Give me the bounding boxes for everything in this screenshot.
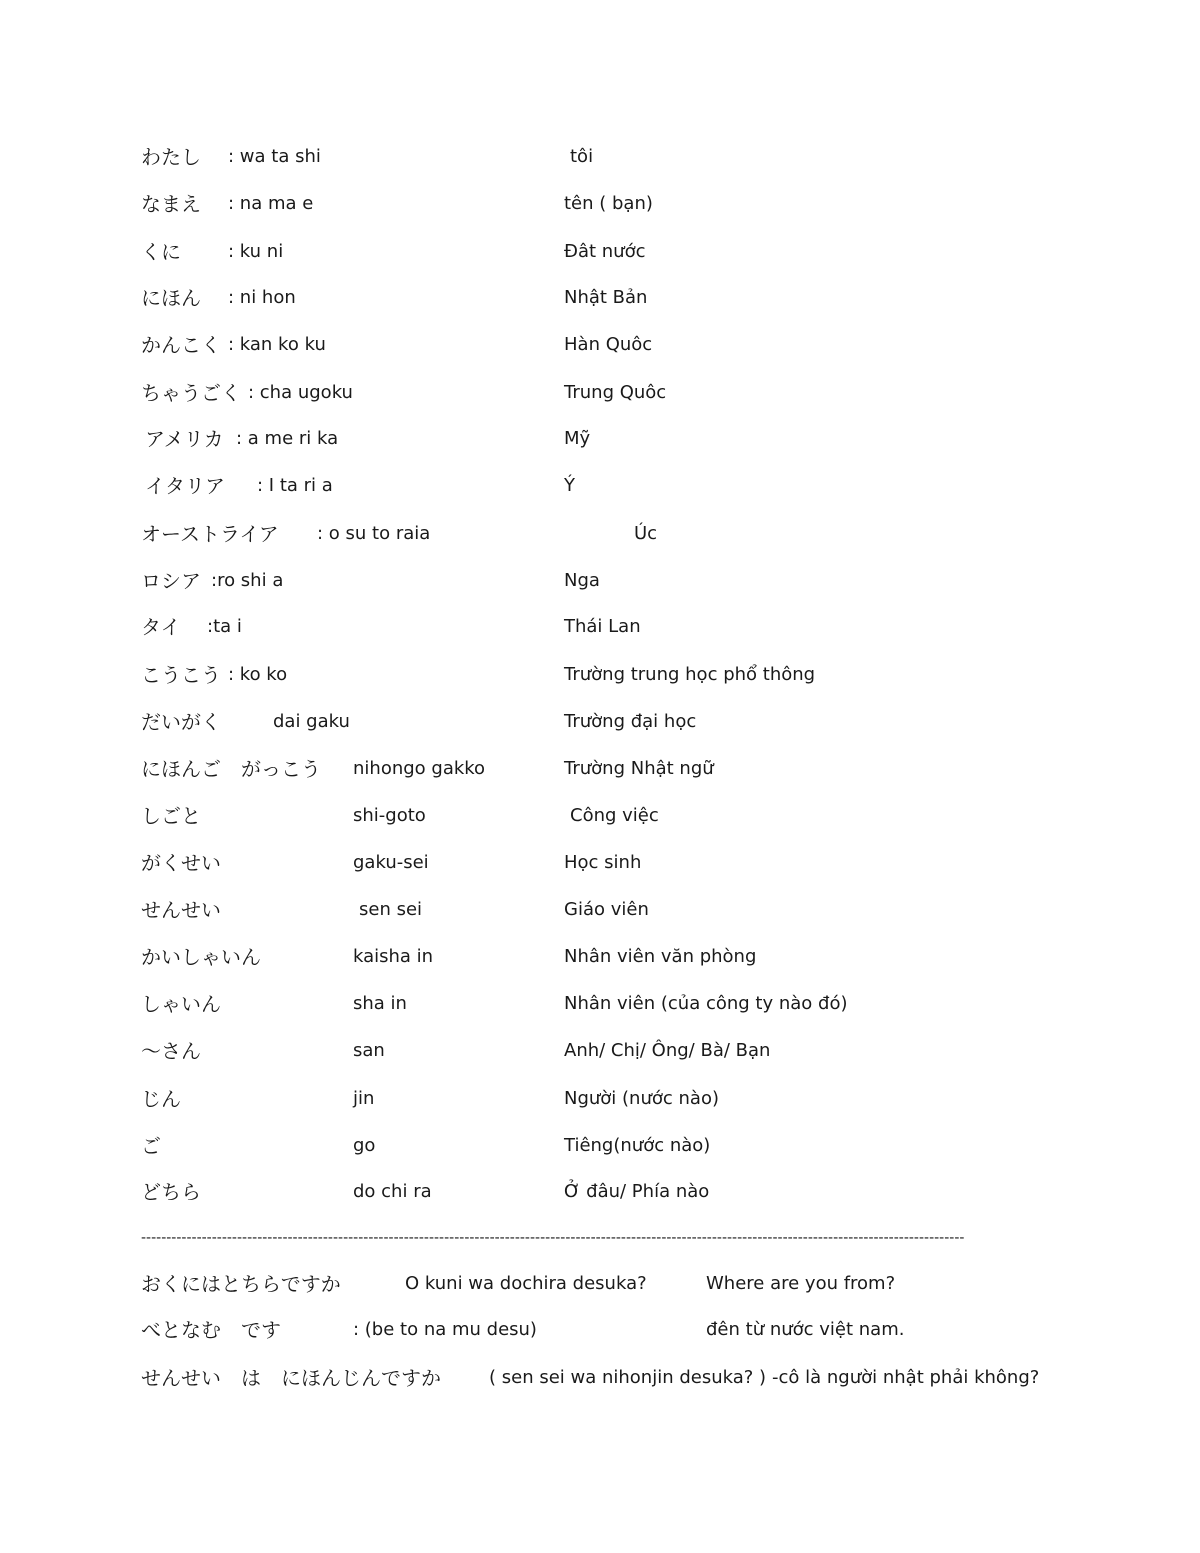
vocab-romaji: : o su to raia [317,523,431,544]
vocab-japanese: ちゃうごく [141,381,241,405]
vocab-japanese: しごと [141,804,201,828]
vocab-romaji: kaisha in [353,946,434,967]
phrase-row [0,1315,1200,1345]
phrase-row [0,1363,1200,1393]
vocab-vietnamese: Úc [634,523,658,544]
vocab-row [0,612,1200,642]
vocab-vietnamese: Nga [564,570,600,591]
vocab-romaji: : kan ko ku [228,334,326,355]
vocab-romaji: do chi ra [353,1181,432,1202]
vocab-vietnamese: Nhân viên (của công ty nào đó) [564,993,848,1014]
vocab-romaji: : na ma e [228,193,314,214]
phrase-romaji: : (be to na mu desu) [353,1319,537,1340]
vocab-japanese: じん [141,1087,181,1111]
vocab-japanese: タイ [141,615,181,639]
vocab-row [0,754,1200,784]
vocab-romaji: dai gaku [273,711,350,732]
vocab-japanese: アメリカ [145,427,224,451]
phrase-translation: -cô là người nhật phải không? [772,1367,1040,1388]
vocab-row [0,330,1200,360]
phrase-row [0,1269,1200,1299]
vocab-vietnamese: tên ( bạn) [564,193,653,214]
vocab-row [0,424,1200,454]
vocab-vietnamese: Ý [564,475,575,496]
phrase-translation: đên từ nước việt nam. [706,1319,905,1340]
vocab-row [0,1131,1200,1161]
vocab-row [0,378,1200,408]
vocab-japanese: にほん [141,286,201,310]
vocab-romaji: : cha ugoku [248,382,353,403]
vocab-japanese: がくせい [141,851,221,875]
vocab-romaji: : a me ri ka [236,428,339,449]
vocab-japanese: しゃいん [141,992,221,1016]
vocab-romaji: jin [353,1088,375,1109]
vocab-romaji: :ro shi a [211,570,284,591]
vocab-japanese: せんせい [141,898,221,922]
vocab-romaji: sen sei [359,899,423,920]
vocab-vietnamese: tôi [570,146,594,167]
vocab-vietnamese: Trường đại học [564,711,697,732]
vocab-vietnamese: Tiêng(nước nào) [564,1135,711,1156]
vocab-romaji: shi-goto [353,805,426,826]
vocab-row [0,471,1200,501]
vocab-japanese: にほんご がっこう [141,757,321,781]
phrase-romaji: ( sen sei wa nihonjin desuka? ) [489,1367,767,1388]
dashed-separator: ------------------------------------------------------------------------------------------------------------------------------------------------------------------- [141,1230,965,1246]
vocab-vietnamese: Anh/ Chị/ Ông/ Bà/ Bạn [564,1040,771,1061]
vocab-romaji: nihongo gakko [353,758,486,779]
vocab-romaji: san [353,1040,385,1061]
vocab-japanese: なまえ [141,192,201,216]
vocab-row [0,519,1200,549]
vocab-japanese: かいしゃいん [141,945,261,969]
vocab-japanese: だいがく [141,710,221,734]
vocab-vietnamese: Ở đâu/ Phía nào [564,1181,710,1202]
vocab-row [0,660,1200,690]
vocab-row [0,1177,1200,1207]
vocab-japanese: こうこう [141,663,221,687]
vocab-japanese: ロシア [141,569,201,593]
vocab-row [0,283,1200,313]
vocab-japanese: イタリア [145,474,225,498]
vocab-vietnamese: Thái Lan [564,616,641,637]
vocab-vietnamese: Đât nước [564,241,646,262]
vocab-row [0,848,1200,878]
vocab-japanese: わたし [141,145,201,169]
vocab-row [0,1036,1200,1066]
phrase-translation: Where are you from? [706,1273,896,1294]
vocab-japanese: ～さん [141,1039,201,1063]
phrase-japanese: おくにはとちらですか [141,1272,341,1296]
vocab-row [0,707,1200,737]
vocab-row [0,801,1200,831]
vocab-row [0,989,1200,1019]
vocab-row [0,942,1200,972]
vocab-vietnamese: Nhân viên văn phòng [564,946,757,967]
vocab-romaji: : ko ko [228,664,288,685]
vocab-vietnamese: Trường Nhật ngữ [564,758,714,779]
vocab-japanese: オーストライア [141,522,279,546]
vocab-row [0,189,1200,219]
vocab-romaji: go [353,1135,376,1156]
vocab-vietnamese: Người (nước nào) [564,1088,719,1109]
vocab-romaji: gaku-sei [353,852,429,873]
vocab-japanese: どちら [141,1180,201,1204]
phrase-romaji: O kuni wa dochira desuka? [405,1273,647,1294]
vocab-vietnamese: Trung Quôc [564,382,667,403]
vocab-vietnamese: Trường trung học phổ thông [564,664,816,685]
phrase-japanese: べとなむ です [141,1318,281,1342]
vocab-japanese: ご [141,1134,161,1158]
vocab-vietnamese: Mỹ [564,428,591,449]
vocab-romaji: : ku ni [228,241,284,262]
vocab-japanese: くに [141,240,181,264]
phrase-japanese: せんせい は にほんじんですか [141,1366,441,1390]
vocab-romaji: :ta i [207,616,242,637]
vocab-row [0,237,1200,267]
vocab-row [0,895,1200,925]
vocab-romaji: sha in [353,993,407,1014]
vocab-row [0,142,1200,172]
vocab-vietnamese: Công việc [570,805,659,826]
vocab-vietnamese: Hàn Quôc [564,334,653,355]
vocab-romaji: : wa ta shi [228,146,321,167]
vocab-japanese: かんこく [141,333,221,357]
vocab-vietnamese: Nhật Bản [564,287,648,308]
vocab-vietnamese: Học sinh [564,852,642,873]
vocab-row [0,1084,1200,1114]
vocab-romaji: : I ta ri a [257,475,333,496]
vocab-row [0,566,1200,596]
vocab-romaji: : ni hon [228,287,296,308]
vocab-vietnamese: Giáo viên [564,899,649,920]
